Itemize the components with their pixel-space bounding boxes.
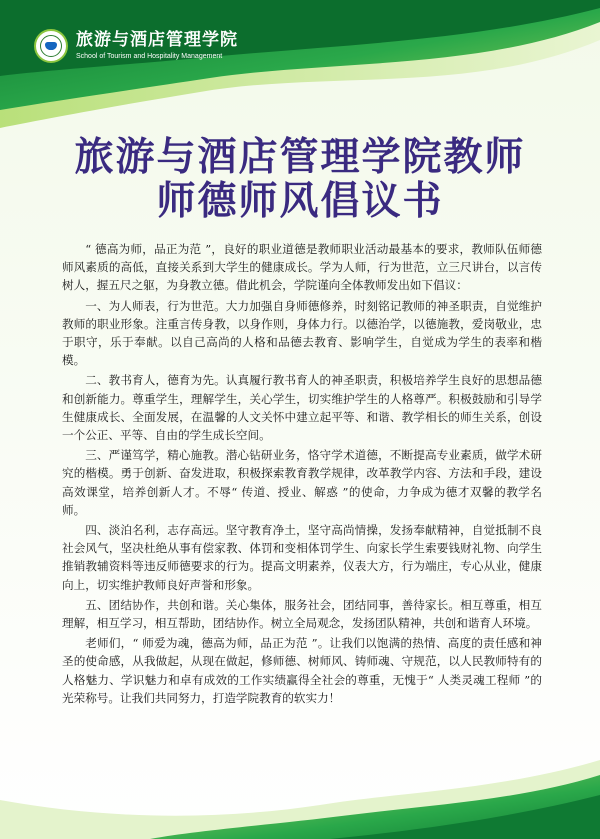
header [34, 26, 238, 66]
college-emblem-icon [34, 29, 68, 63]
header-text [76, 30, 238, 62]
proposal-body [62, 240, 542, 707]
paragraph-5: 五、团结协作，共创和谐。关心集体，服务社会，团结同事，善待家长。相互尊重，相互理解，相互学习，相互帮助，团结协作。树立全局观念，发扬团队精神，共创和谐育人环境。 [62, 597, 542, 631]
paragraph-3: 三、严谨笃学，精心施教。潜心钻研业务，恪守学术道德，不断提高专业素质，做学术研究的楷模。勇于创新、奋发进取，积极探索教育教学规律，改革教学内容、方法和手段，建设高效课堂，培养创新人才。不辱“ 传道、授业、解惑 ”的使命，力争成为德才双馨的教学名师。 [62, 448, 542, 517]
paragraph-closing: 老师们，“ 师爱为魂，德高为师，品正为范 ”。让我们以饱满的热情、高度的责任感和神圣的使命感，从我做起，从现在做起，修师德、树师风、铸师魂、守规范，以人民教师特有的人格魅力、学识魅力和卓有成效的工作实绩赢得全社会的尊重，无愧于“ 人类灵魂工程师 ”的光荣称号。让我们共同努力，打造学院教育的软实力！ [62, 636, 542, 705]
paragraph-intro: “ 德高为师，品正为范 ”，良好的职业道德是教师职业活动最基本的要求，教师队伍师德师风素质的高低，直接关系到大学生的健康成长。学为人师，行为世范，立三尺讲台，以言传树人，握五尺之躯，为身教立德。借此机会，学院谨向全体教师发出如下倡议： [62, 242, 542, 293]
paragraph-1: 一、为人师表，行为世范。大力加强自身师德修养，时刻铭记教师的神圣职责，自觉维护教师的职业形象。注重言传身教，以身作则，身体力行。以德治学，以德施教，爱岗敬业，忠于职守，乐于奉献。以自己高尚的人格和品德去教育、影响学生，自觉成为学生的表率和楷模。 [62, 298, 542, 368]
title-line-2: 师德师风倡议书 [156, 178, 444, 224]
title-line-1: 旅游与酒店管理学院教师 [74, 134, 526, 180]
school-name-cn: 旅游与酒店管理学院 [76, 30, 238, 50]
paragraph-4: 四、淡泊名利，志存高远。坚守教育净土，坚守高尚情操，发扬奉献精神，自觉抵制不良社会风气，坚决杜绝从事有偿家教、体罚和变相体罚学生、向家长学生索要钱财礼物、向学生推销教辅资料等违反师德要求的行为。提高文明素养，仪表大方，行为端庄，专心从业，健康向上，切实维护教师良好声誉和形象。 [62, 523, 542, 592]
school-name-en: School of Tourism and Hospitality Management [76, 53, 223, 60]
paragraph-2: 二、教书育人，德育为先。认真履行教书育人的神圣职责，积极培养学生良好的思想品德和创新能力。尊重学生，理解学生，关心学生，切实维护学生的人格尊严。积极鼓励和引导学生健康成长、全面发展，在温馨的人文关怀中建立起平等、和谐、教学相长的师生关系，创设一个公正、平等、自由的学生成长空间。 [62, 373, 542, 443]
